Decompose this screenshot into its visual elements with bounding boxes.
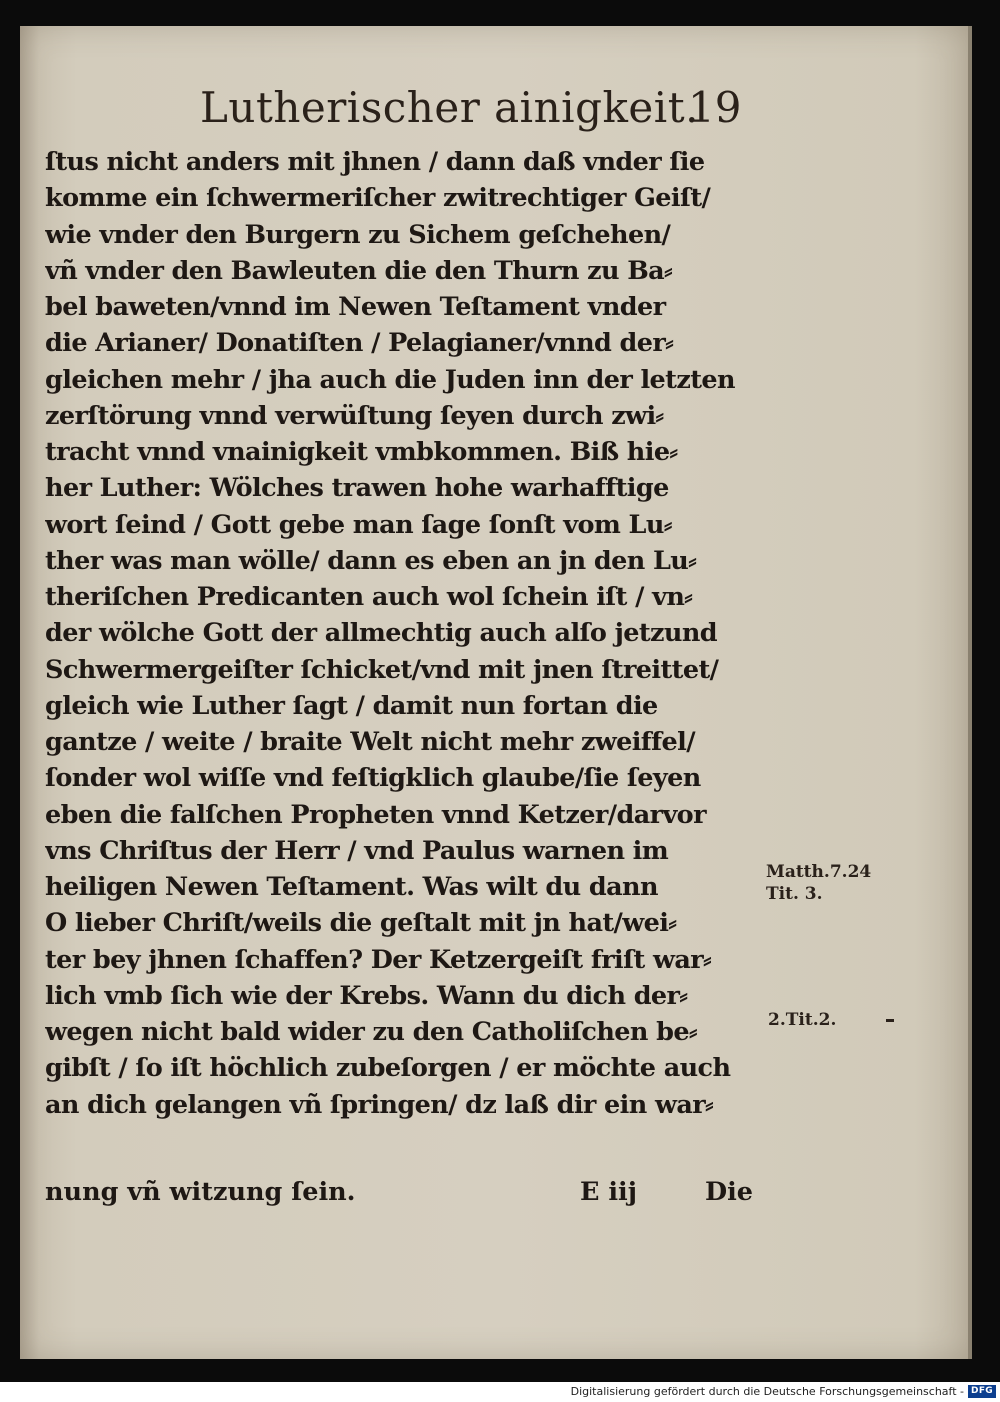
text-line: lich vmb ſich wie der Krebs. Wann du dich der⸗: [45, 980, 688, 1011]
funding-credit: Digitalisierung gefördert durch die Deutsche Forschungsgemeinschaft -: [570, 1385, 964, 1398]
last-line-row: [45, 1174, 765, 1210]
page-number: 19: [688, 83, 742, 132]
dfg-logo: DFG: [968, 1385, 996, 1398]
text-line: gleich wie Luther ſagt / damit nun fortan die: [45, 690, 658, 721]
catchword: Die: [705, 1177, 754, 1207]
footer-bar: [0, 1382, 1000, 1402]
text-line: wort ſeind / Gott gebe man ſage ſonſt vom Lu⸗: [45, 509, 672, 540]
margin-dash-mark: [886, 1019, 894, 1022]
text-line: komme ein ſchwermeriſcher zwitrechtiger Geiſt/: [45, 183, 711, 214]
margin-note-titus: Tit. 3.: [766, 884, 823, 904]
signature-mark: E iij: [580, 1177, 637, 1207]
text-line: vns Chriſtus der Herr / vnd Paulus warnen im: [45, 835, 669, 866]
margin-note-titus-2: 2.Tit.2.: [768, 1010, 837, 1030]
text-line: gantze / weite / braite Welt nicht mehr zweiffel/: [45, 727, 695, 757]
text-line: ther was man wölle/ dann es eben an jn den Lu⸗: [45, 545, 697, 576]
text-line-last: nung vñ witzung ſein.: [45, 1177, 356, 1207]
text-line: theriſchen Predicanten auch wol ſchein iſt / vn⸗: [45, 582, 693, 612]
text-line: gleichen mehr / jha auch die Juden inn der letzten: [45, 364, 735, 395]
text-line: Schwermergeiſter ſchicket/vnd mit jnen ſtreittet/: [45, 654, 719, 685]
body-text: [45, 144, 765, 1123]
text-line: eben die falſchen Propheten vnnd Ketzer/darvor: [45, 799, 706, 830]
text-line: heiligen Newen Teſtament. Was wilt du dann: [45, 872, 658, 902]
text-line: gibſt / ſo iſt höchlich zubeſorgen / er möchte auch: [45, 1053, 731, 1084]
text-line: ter bey jhnen ſchaffen? Der Ketzergeiſt friſt war⸗: [45, 944, 711, 975]
text-line: an dich gelangen vñ ſpringen/ dz laß dir ein war⸗: [45, 1089, 713, 1120]
running-head: Lutherischer ainigkeit.: [200, 83, 699, 132]
margin-note-matthew: Matth.7.24: [766, 862, 872, 882]
text-line: vñ vnder den Bawleuten die den Thurn zu Ba⸗: [45, 255, 672, 286]
page-edge: [968, 26, 972, 1359]
text-line: ſtus nicht anders mit jhnen / dann daß vnder ſie: [45, 147, 705, 177]
text-line: der wölche Gott der allmechtig auch alſo jetzund: [45, 618, 718, 649]
text-line: die Arianer/ Donatiſten / Pelagianer/vnnd der⸗: [45, 328, 674, 359]
text-line: O lieber Chriſt/weils die geſtalt mit jn hat/wei⸗: [45, 908, 677, 939]
text-line: ſonder wol wiſſe vnd feſtigklich glaube/ſie ſeyen: [45, 763, 701, 794]
text-line: bel baweten/vnnd im Newen Teſtament vnder: [45, 292, 666, 322]
text-line: tracht vnnd vnainigkeit vmbkommen. Biß hie⸗: [45, 437, 678, 467]
text-line: wegen nicht bald wider zu den Catholiſchen be⸗: [45, 1017, 697, 1047]
text-line: zerſtörung vnnd verwüſtung ſeyen durch zwi⸗: [45, 400, 664, 431]
text-line: wie vnder den Burgern zu Sichem geſchehen/: [45, 219, 671, 250]
text-line: her Luther: Wölches trawen hohe warhafftige: [45, 473, 669, 504]
